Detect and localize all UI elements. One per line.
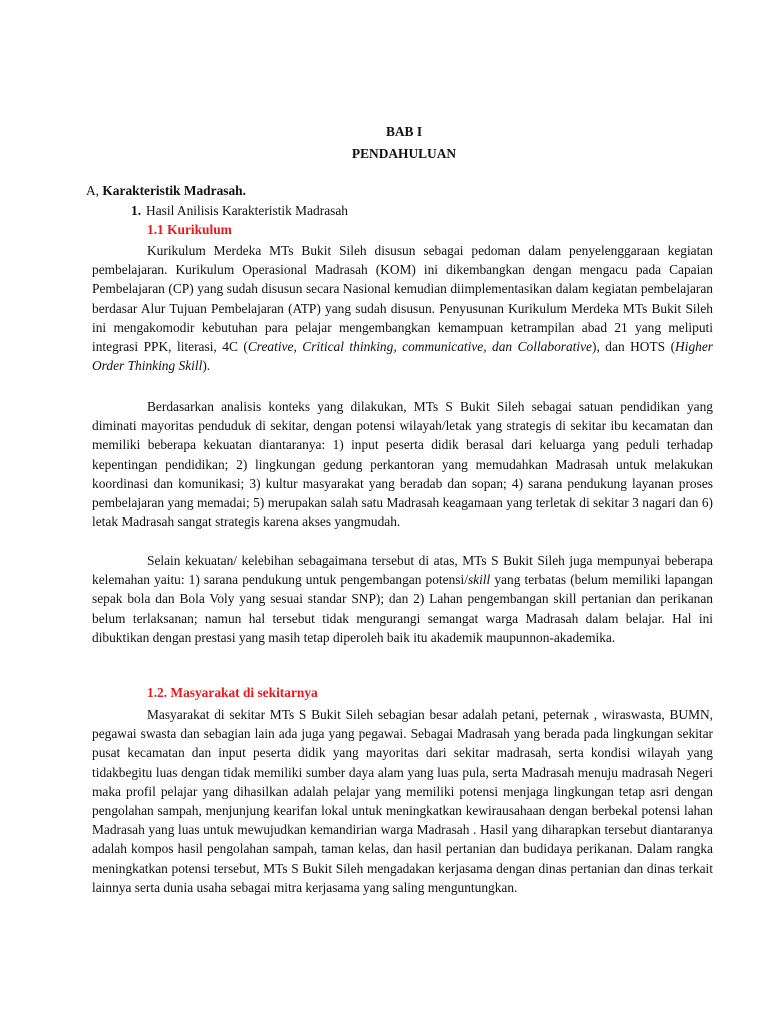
para3-text-b: yang terbatas (belum memiliki lapangan sepak bola dan Bola Voly yang sesuai standar SNP); dan 2) Lahan pengembangan skill pertanian dan perikanan belum terlaksanan; namun hal tersebut tidak mengurangi semangat warga Madrasah dalam belajar. Hal ini dibuktikan dengan prestasi yang masih tetap diperoleh baik itu akademik maupunnon-akademika. xyxy=(92,572,713,645)
kurikulum-paragraph-3 xyxy=(92,551,713,647)
para1-text-a: Kurikulum Merdeka MTs Bukit Sileh disusun sebagai pedoman dalam penyelenggaraan kegiatan pembelajaran. Kurikulum Operasional Madrasah (KOM) ini dikembangkan dengan mengacu pada Capaian Pembelajaran (CP) yang sudah disusun secara Nasional kemudian diimplementasikan dalam kegiatan pembelajaran berdasar Alur Tujuan Pembelajaran (ATP) yang sudah disusun. Penyusunan Kurikulum Merdeka MTs Bukit Sileh ini mengakomodir kebutuhan para pelajar mengembangkan kemampuan ketrampilan abad 21 yang meliputi integrasi PPK, literasi, 4C ( xyxy=(92,243,713,355)
kurikulum-paragraph-2 xyxy=(92,397,713,531)
masyarakat-paragraph xyxy=(92,705,713,897)
chapter-title: PENDAHULUAN xyxy=(351,146,457,161)
para3-text-a: Selain kekuatan/ kelebihan sebagaimana tersebut di atas, MTs S Bukit Sileh juga mempunyai beberapa kelemahan yaitu: 1) sarana pendukung untuk pengembangan potensi/ xyxy=(92,553,713,588)
section-a-heading xyxy=(86,183,246,199)
para1-text-b: ), dan HOTS ( xyxy=(592,339,676,355)
masyarakat-text: Masyarakat di sekitar MTs S Bukit Sileh sebagian besar adalah petani, peternak , wiraswasta, BUMN, pegawai swasta dan sebagian lain ada juga yang pegawai. Sebagai Madrasah yang berada pada lingkungan sekitar pusat kecamatan dan input peserta didik yang mayoritas dari sekitar madrasah, serta kondisi wilayah yang tidakbegitu luas dengan tidak memiliki sumber daya alam yang luas pula, serta Madrasah menuju madrasah Negeri maka profil pelajar yang dihasilkan adalah pelajar yang memiliki potensi menjaga lingkungan tetap asri dengan pengolahan sampah, menjunjung kearifan lokal untuk meningkatkan kewirausahaan dengan berbekal potensi lahan Madrasah yang luas untuk mewujudkan kemandirian warga Madrasah . Hasil yang diharapkan tersebut diantaranya adalah kompos hasil pengolahan sampah, taman kelas, dan hasil pertanian dan budidaya perikanan. Dalam rangka meningkatkan potensi tersebut, MTs S Bukit Sileh mengadakan kerjasama dengan dinas pertanian dan dinas terkait lainnya serta dunia usaha sebagai mitra kerjasama yang saling menguntungkan. xyxy=(92,707,713,895)
kurikulum-paragraph-1 xyxy=(92,241,713,375)
para3-italic-skill: skill xyxy=(467,572,491,588)
para1-text-c: ). xyxy=(202,358,211,374)
subsection-1-number: 1. xyxy=(131,203,142,218)
para1-italic-hots: Higher Order Thinking Skill xyxy=(92,339,713,374)
subsection-1-heading xyxy=(131,203,348,219)
section-1-2-title: 1.2. Masyarakat di sekitarnya xyxy=(147,685,318,700)
para1-italic-4c: Creative, Critical thinking, communicative, dan Collaborative xyxy=(247,339,593,355)
section-1-1-title: 1.1 Kurikulum xyxy=(147,222,232,237)
chapter-label: BAB I xyxy=(385,124,423,139)
subsection-1-title: Hasil Anilisis Karakteristik Madrasah xyxy=(146,203,348,218)
para2-text: Berdasarkan analisis konteks yang dilakukan, MTs S Bukit Sileh sebagai satuan pendidikan yang diminati mayoritas penduduk di sekitar, dengan potensi wilayah/letak yang strategis di sekitar ibu kecamatan dan memiliki beberapa kekuatan diantaranya: 1) input peserta didik berasal dari keluarga yang peduli terhadap kepentingan pendidikan; 2) lingkungan gedung perkantoran yang memudahkan Madrasah untuk melakukan koordinasi dan komunikasi; 3) kultur masyarakat yang beradab dan sopan; 4) sarana pendukung layanan proses pembelajaran yang memadai; 5) merupakan salah satu Madrasah keagamaan yang terletak di sekitar 3 nagari dan 6) letak Madrasah sangat strategis karena akses yangmudah. xyxy=(92,399,713,530)
section-a-prefix: A, xyxy=(86,183,100,198)
section-a-title: Karakteristik Madrasah. xyxy=(102,183,246,198)
